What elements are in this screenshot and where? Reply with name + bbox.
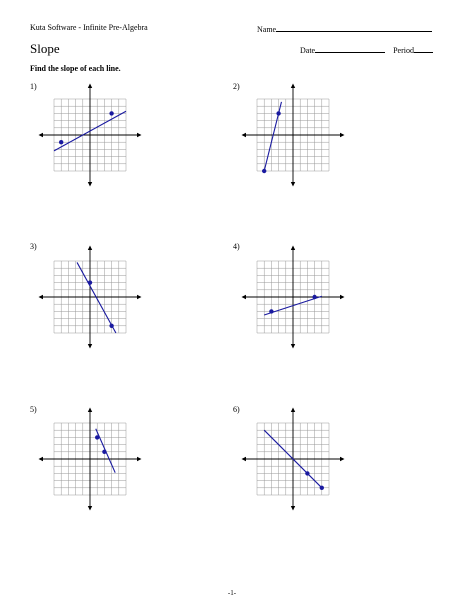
x-axis-arrow: [340, 133, 345, 137]
y-axis-arrow: [88, 246, 92, 251]
name-blank: [276, 23, 432, 32]
y-axis-arrow: [291, 84, 295, 89]
graph-point: [276, 111, 280, 115]
y-axis-arrow: [88, 408, 92, 413]
graph-point: [88, 280, 92, 284]
x-axis-arrow: [242, 133, 247, 137]
graph-point: [269, 309, 273, 313]
graph-point: [95, 435, 99, 439]
problem-number-4: 4): [233, 242, 240, 251]
y-axis-arrow: [88, 182, 92, 187]
page-number: -1-: [227, 589, 237, 597]
graph-point: [262, 169, 266, 173]
date-period-field: [300, 44, 433, 55]
period-blank: [414, 44, 433, 53]
x-axis-arrow: [340, 295, 345, 299]
y-axis-arrow: [88, 84, 92, 89]
x-axis-arrow: [39, 457, 44, 461]
graph-line: [264, 102, 281, 171]
problem-number-3: 3): [30, 242, 37, 251]
y-axis-arrow: [291, 344, 295, 349]
date-label: Date: [300, 46, 316, 55]
graph-point: [109, 324, 113, 328]
period-label: Period: [393, 46, 414, 55]
instructions: Find the slope of each line.: [30, 64, 121, 73]
x-axis-arrow: [39, 295, 44, 299]
date-blank: [315, 44, 385, 53]
y-axis-arrow: [291, 182, 295, 187]
graph-line: [96, 429, 115, 473]
x-axis-arrow: [137, 133, 142, 137]
y-axis-arrow: [88, 506, 92, 511]
name-field: [257, 23, 432, 34]
graph-line: [264, 296, 322, 315]
y-axis-arrow: [88, 344, 92, 349]
graph-point: [320, 486, 324, 490]
graph-point: [312, 295, 316, 299]
y-axis-arrow: [291, 506, 295, 511]
name-label: Name: [257, 25, 277, 34]
x-axis-arrow: [137, 457, 142, 461]
graph-point: [59, 140, 63, 144]
graph-point: [305, 471, 309, 475]
graph-point: [102, 450, 106, 454]
x-axis-arrow: [39, 133, 44, 137]
graph-line: [54, 111, 126, 151]
y-axis-arrow: [291, 246, 295, 251]
x-axis-arrow: [242, 295, 247, 299]
graph-line: [264, 430, 322, 488]
x-axis-arrow: [242, 457, 247, 461]
graph-point: [109, 111, 113, 115]
graph-line: [77, 262, 116, 333]
y-axis-arrow: [291, 408, 295, 413]
problem-number-6: 6): [233, 405, 240, 414]
page-title: Slope: [30, 41, 60, 56]
x-axis-arrow: [137, 295, 142, 299]
problem-number-1: 1): [30, 82, 37, 91]
problem-number-5: 5): [30, 405, 37, 414]
problem-number-2: 2): [233, 82, 240, 91]
x-axis-arrow: [340, 457, 345, 461]
worksheet-source: Kuta Software - Infinite Pre-Algebra: [30, 23, 148, 32]
